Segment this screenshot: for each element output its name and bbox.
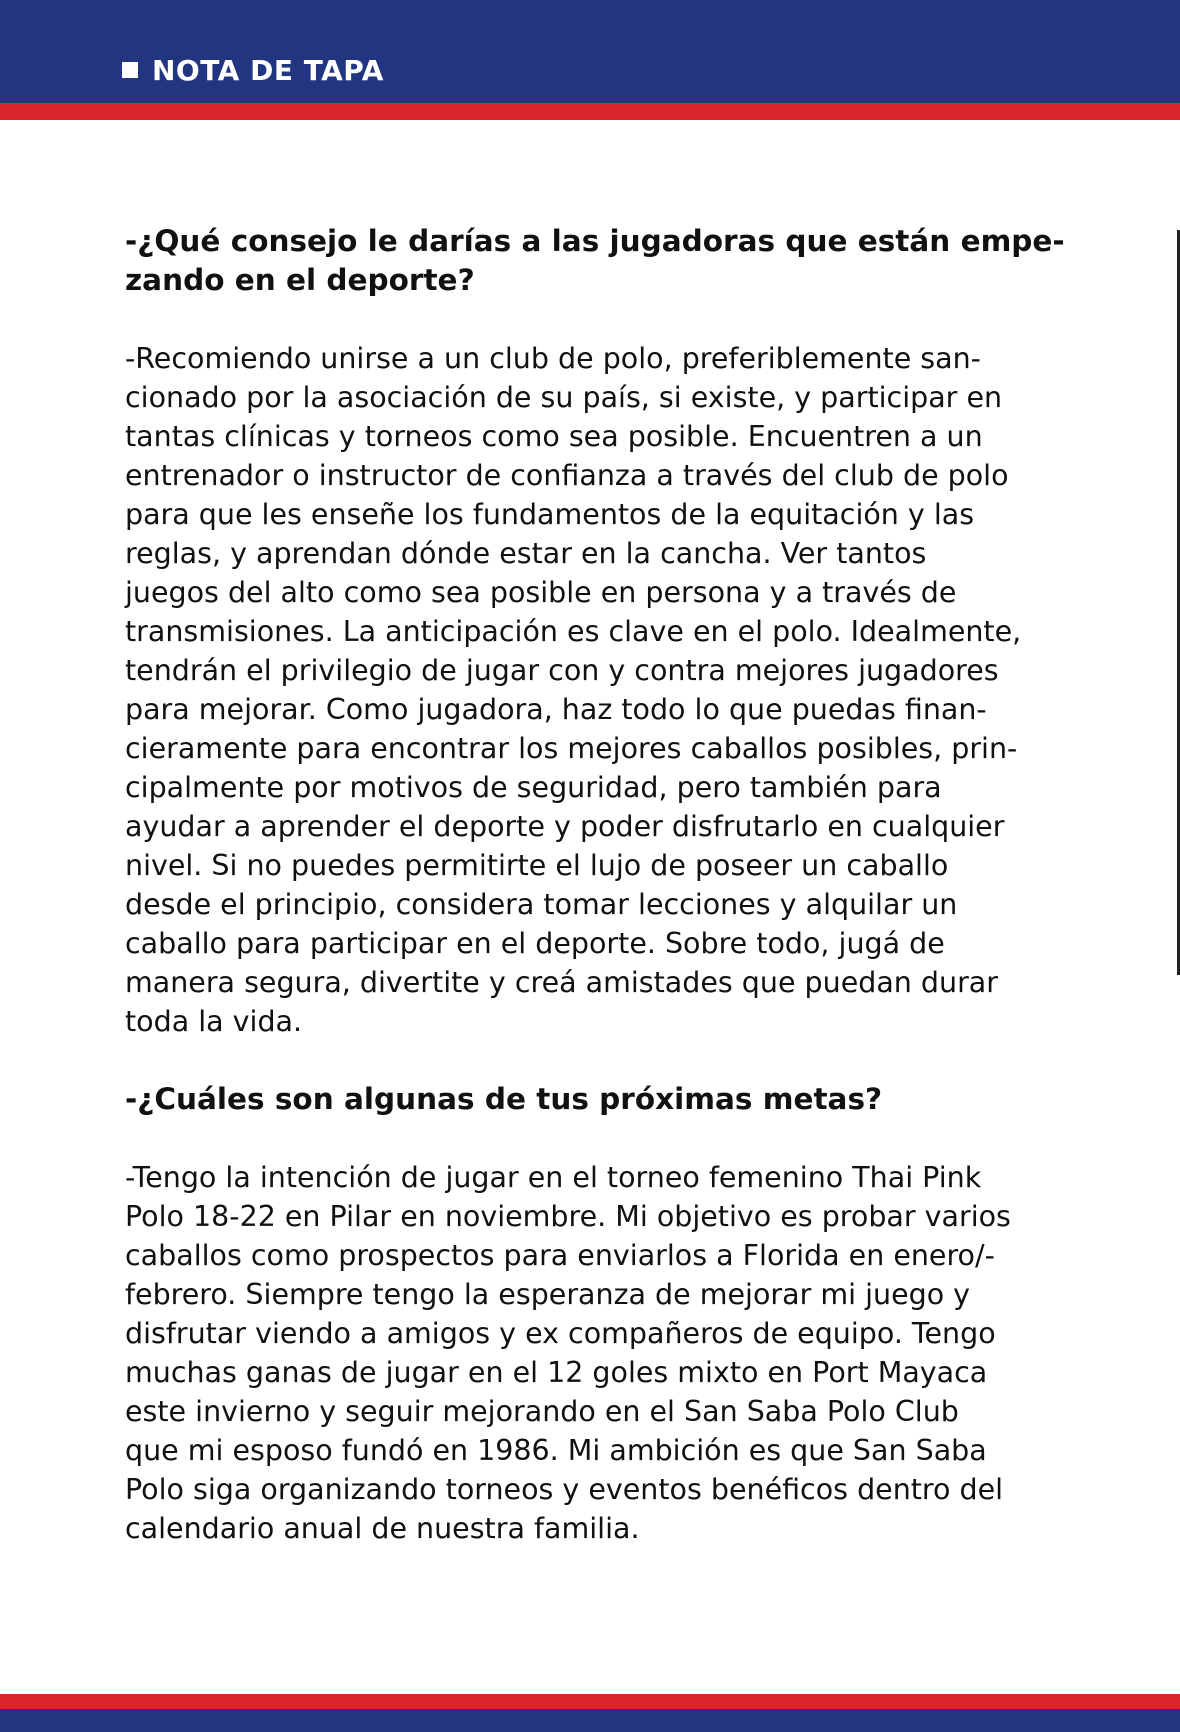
text-line: que mi esposo fundó en 1986. Mi ambición es que San Saba <box>125 1434 987 1467</box>
text-line: entrenador o instructor de confianza a través del club de polo <box>125 459 1009 492</box>
text-line: transmisiones. La anticipación es clave en el polo. Idealmente, <box>125 615 1022 648</box>
text-line: nivel. Si no puedes permitirte el lujo de poseer un caballo <box>125 849 949 882</box>
text-line: para mejorar. Como jugadora, haz todo lo que puedas finan- <box>125 693 987 726</box>
square-bullet-icon <box>122 62 138 78</box>
section-label <box>122 50 384 90</box>
footer-bar <box>0 1709 1180 1732</box>
answer-1 <box>125 339 1085 1041</box>
article-body <box>125 222 1085 1548</box>
text-line: cieramente para encontrar los mejores caballos posibles, prin- <box>125 732 1018 765</box>
text-line: para que les enseñe los fundamentos de la equitación y las <box>125 498 975 531</box>
text-line: ayudar a aprender el deporte y poder disfrutarlo en cualquier <box>125 810 1005 843</box>
text-line: cionado por la asociación de su país, si existe, y participar en <box>125 381 1003 414</box>
section-label-text: NOTA DE TAPA <box>152 53 384 87</box>
text-line: Polo siga organizando torneos y eventos benéficos dentro del <box>125 1473 1004 1506</box>
question-1 <box>125 222 1085 300</box>
text-line: Polo 18-22 en Pilar en noviembre. Mi objetivo es probar varios <box>125 1200 1011 1233</box>
text-line: -Tengo la intención de jugar en el torneo femenino Thai Pink <box>125 1161 982 1194</box>
question-2 <box>125 1080 1085 1119</box>
text-line: -Recomiendo unirse a un club de polo, preferiblemente san- <box>125 342 981 375</box>
text-line: cipalmente por motivos de seguridad, pero también para <box>125 771 942 804</box>
text-line: -¿Qué consejo le darías a las jugadoras que están empe- <box>125 224 1065 258</box>
text-line: tendrán el privilegio de jugar con y contra mejores jugadores <box>125 654 999 687</box>
answer-2 <box>125 1158 1085 1548</box>
text-line: tantas clínicas y torneos como sea posible. Encuentren a un <box>125 420 983 453</box>
text-line: desde el principio, considera tomar lecciones y alquilar un <box>125 888 958 921</box>
text-line: calendario anual de nuestra familia. <box>125 1512 640 1545</box>
text-line: juegos del alto como sea posible en persona y a través de <box>125 576 957 609</box>
text-line: zando en el deporte? <box>125 263 475 297</box>
text-line: muchas ganas de jugar en el 12 goles mixto en Port Mayaca <box>125 1356 988 1389</box>
text-line: disfrutar viendo a amigos y ex compañeros de equipo. Tengo <box>125 1317 996 1350</box>
text-line: reglas, y aprendan dónde estar en la cancha. Ver tantos <box>125 537 927 570</box>
text-line: este invierno y seguir mejorando en el San Saba Polo Club <box>125 1395 959 1428</box>
text-line: manera segura, divertite y creá amistades que puedan durar <box>125 966 998 999</box>
text-line: caballo para participar en el deporte. Sobre todo, jugá de <box>125 927 945 960</box>
text-line: febrero. Siempre tengo la esperanza de mejorar mi juego y <box>125 1278 971 1311</box>
text-line: caballos como prospectos para enviarlos a Florida en enero/- <box>125 1239 995 1272</box>
footer-red-stripe <box>0 1694 1180 1709</box>
text-line: -¿Cuáles son algunas de tus próximas metas? <box>125 1082 883 1116</box>
header-red-stripe <box>0 103 1180 120</box>
text-line: toda la vida. <box>125 1005 303 1038</box>
